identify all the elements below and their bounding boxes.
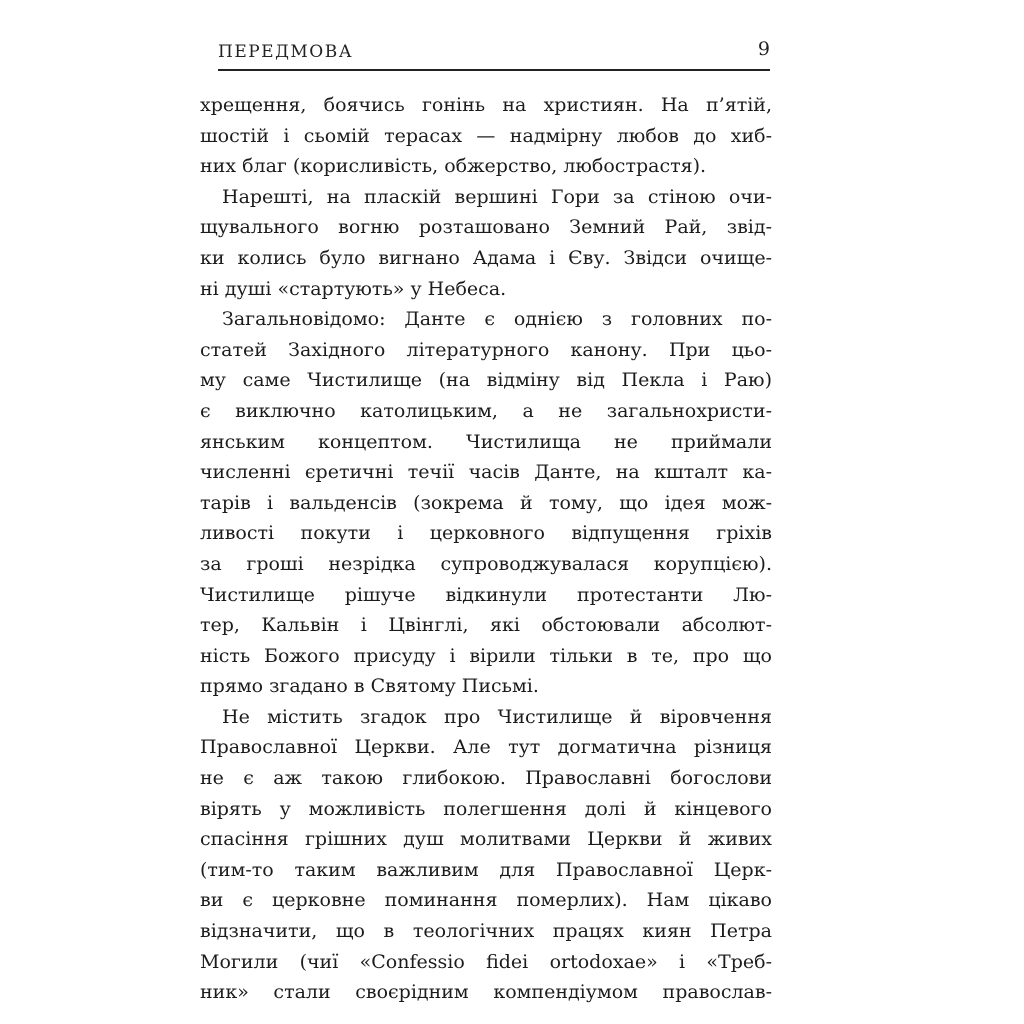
text-line: ник» стали своєрідним компендіумом православ-: [200, 981, 772, 1004]
text-line: хрещення, боячись гонінь на християн. На п’ятій,: [200, 94, 772, 116]
text-line: янським концептом. Чистилища не приймали: [200, 430, 772, 453]
page-header: [218, 38, 770, 68]
page-number: 9: [757, 38, 770, 60]
paragraph: [200, 90, 772, 182]
text-line: них благ (корисливість, обжерство, любострастя).: [200, 155, 707, 178]
text-line: Православної Церкви. Але тут догматична різниця: [200, 736, 772, 759]
text-line: статей Західного літературного канону. При цьо-: [200, 338, 772, 361]
text-line: (тим-то таким важливим для Православної Церк-: [200, 858, 772, 881]
text-line: за гроші незрідка супроводжувалася корупцією).: [200, 552, 772, 575]
body-text: [200, 90, 772, 1008]
text-line: тарів і вальденсів (зокрема й тому, що ідея мож-: [200, 491, 772, 514]
text-line: прямо згадано в Святому Письмі.: [200, 675, 539, 698]
text-line: шостій і сьомій терасах — надмірну любов до хиб-: [200, 124, 772, 147]
text-line: ні душі «стартують» у Небеса.: [200, 277, 507, 300]
text-line: Не містить згадок про Чистилище й віровчення: [222, 705, 772, 728]
paragraph: [200, 702, 772, 1008]
text-line: численні єретичні течії часів Данте, на кшталт ка-: [200, 461, 772, 484]
text-line: ки колись було вигнано Адама і Єву. Звідси очище-: [200, 246, 772, 269]
paragraph: [200, 182, 772, 304]
header-rule: [218, 69, 770, 71]
text-line: тер, Кальвін і Цвінглі, які обстоювали абсолют-: [200, 614, 772, 637]
text-line: му саме Чистилище (на відміну від Пекла і Раю): [200, 369, 772, 392]
text-line: ність Божого присуду і вірили тільки в те, про що: [200, 644, 772, 667]
text-line: є виключно католицьким, а не загальнохристи-: [200, 399, 772, 422]
running-head: ПЕРЕДМОВА: [218, 42, 354, 62]
text-line: вірять у можливість полегшення долі й кінцевого: [200, 797, 772, 820]
text-line: Нарешті, на пласкій вершині Гори за стіною очи-: [222, 185, 772, 208]
text-line: Могили (чиї «Confessio fidei ortodoxae» і «Треб-: [200, 950, 772, 973]
text-line: відзначити, що в теологічних працях киян Петра: [200, 920, 772, 943]
text-line: щувального вогню розташовано Земний Рай, звід-: [200, 216, 772, 239]
text-line: ви є церковне поминання померлих). Нам цікаво: [200, 889, 772, 912]
text-line: ливості покути і церковного відпущення гріхів: [200, 522, 772, 545]
text-line: не є аж такою глибокою. Православні богослови: [200, 767, 772, 790]
text-line: спасіння грішних душ молитвами Церкви й живих: [200, 828, 772, 851]
text-line: Чистилище рішуче відкинули протестанти Лю-: [200, 583, 772, 606]
text-line: Загальновідомо: Данте є однією з головних по-: [222, 308, 772, 331]
paragraph: [200, 304, 772, 702]
